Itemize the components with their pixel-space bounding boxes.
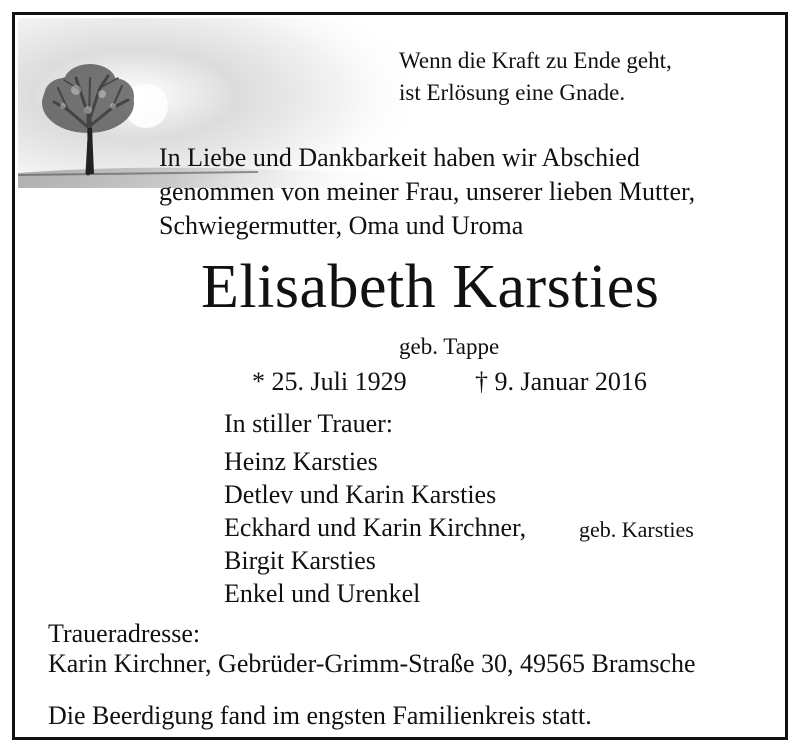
obituary-notice <box>12 12 788 740</box>
death-date: † 9. Januar 2016 <box>475 367 647 396</box>
maiden-name: geb. Tappe <box>399 334 500 359</box>
frame-gap <box>403 12 675 18</box>
intro-line-1: In Liebe und Dankbarkeit haben wir Abschied <box>159 143 640 172</box>
mourner-name: Enkel und Urenkel <box>224 579 421 608</box>
intro-line-2: genommen von meiner Frau, unserer lieben Mutter, <box>159 177 696 206</box>
motto-line-2: ist Erlösung eine Gnade. <box>399 80 626 105</box>
mourner-name: Heinz Karsties <box>224 447 378 476</box>
motto-line-1: Wenn die Kraft zu Ende geht, <box>399 48 672 73</box>
mourner-name: Eckhard und Karin Kirchner, <box>224 513 527 542</box>
address-line: Karin Kirchner, Gebrüder-Grimm-Straße 30, 49565 Bramsche <box>48 649 696 678</box>
mourner-name: Birgit Karsties <box>224 546 376 575</box>
mourners-heading: In stiller Trauer: <box>224 409 393 438</box>
funeral-note: Die Beerdigung fand im engsten Familienkreis statt. <box>48 701 592 730</box>
mourner-maiden-note: geb. Karsties <box>579 517 694 542</box>
mourner-name: Detlev und Karin Karsties <box>224 480 497 509</box>
deceased-name: Elisabeth Karsties <box>201 253 660 321</box>
address-label: Traueradresse: <box>48 619 201 648</box>
intro-line-3: Schwiegermutter, Oma und Uroma <box>159 211 524 240</box>
birth-date: * 25. Juli 1929 <box>252 367 407 396</box>
